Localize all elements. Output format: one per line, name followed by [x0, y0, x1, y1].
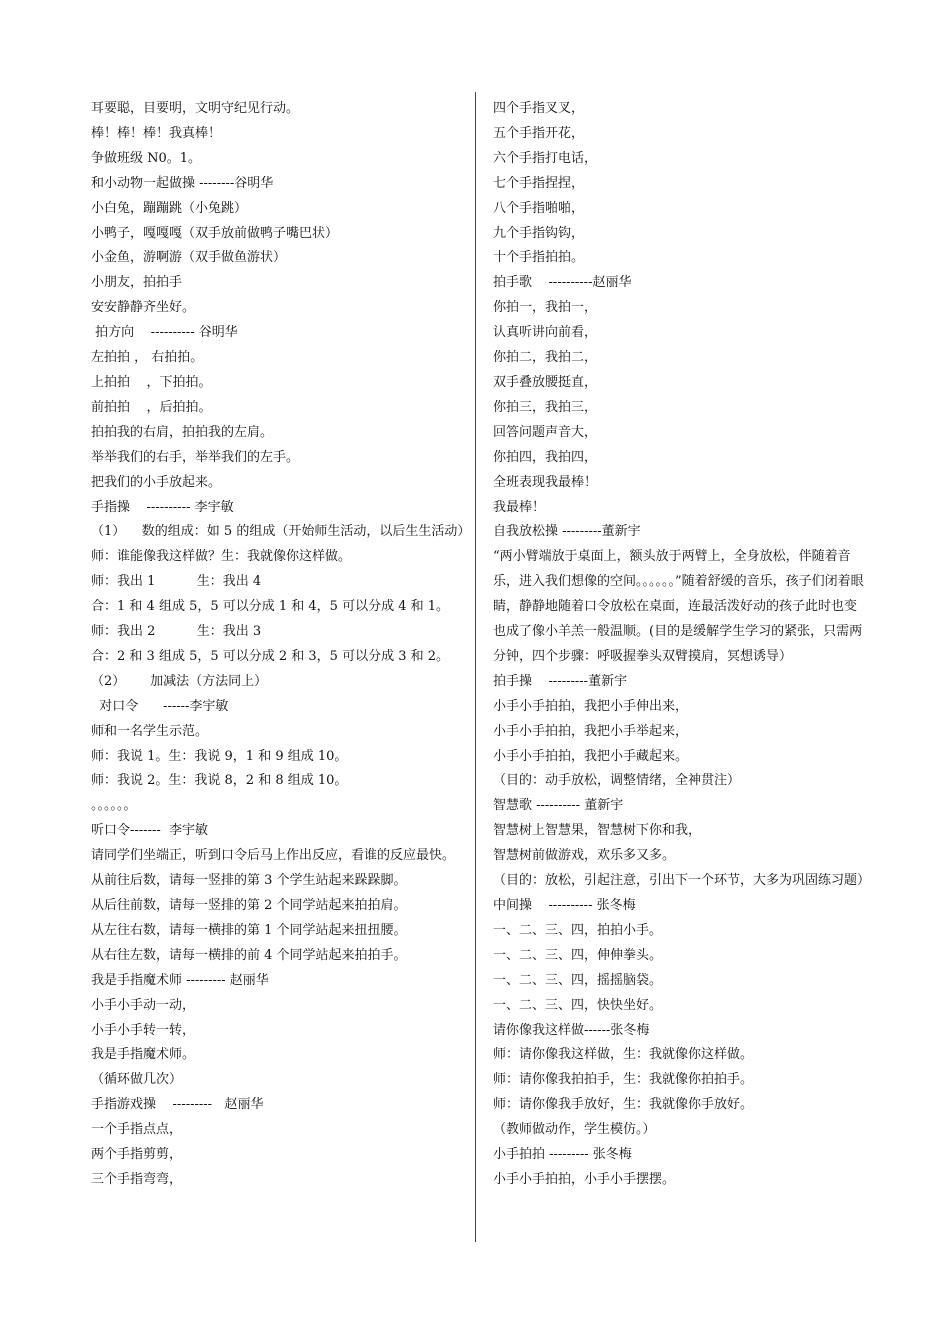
text-line: 小鸭子，嘎嘎嘎（双手放前做鸭子嘴巴状）	[91, 225, 339, 241]
text-line: 小手小手拍拍，小手小手摆摆。	[493, 1171, 676, 1187]
text-line: 从左往右数，请每一横排的第 1 个同学站起来扭扭腰。	[91, 922, 407, 938]
text-line: 小金鱼，游啊游（双手做鱼游状）	[91, 250, 287, 266]
text-line: 耳要聪，目要明，文明守纪见行动。	[91, 101, 300, 116]
text-line: 两个手指剪剪，	[91, 1147, 183, 1163]
text-line: 合：2 和 3 组成 5，5 可以分成 2 和 3，5 可以分成 3 和 2。	[91, 648, 450, 664]
text-line: （目的：动手放松，调整情绪，全神贯注）	[493, 773, 741, 789]
text-line: 小手拍拍 --------- 张冬梅	[493, 1147, 632, 1163]
text-line: 拍手操 ---------董新宇	[493, 673, 628, 689]
text-line: 师：我说 1。生：我说 9，1 和 9 组成 10。	[91, 748, 348, 764]
text-line: 你拍三，我拍三，	[493, 399, 598, 415]
text-line: 十个手指拍拍。	[493, 250, 585, 266]
text-line: 智慧树前做游戏，欢乐多又多。	[493, 848, 676, 864]
text-line: 六个手指打电话，	[493, 150, 598, 166]
text-line: 师：谁能像我这样做？生：我就像你这样做。	[91, 549, 352, 565]
text-line: 小手小手拍拍，我把小手举起来，	[493, 723, 689, 739]
text-line: 一、二、三、四，拍拍小手。	[493, 922, 663, 938]
text-line: “两小臂端放于桌面上，额头放于两臂上，全身放松，伴随着音乐，进入我们想像的空间。。。。。。”随着舒缓的音乐，孩子们闭着眼睛，静静地随着口令放松在桌面，连最活泼好动的孩子此时也变也成了像小羊羔一般温顺。(目的是缓解学生学习的紧张，只需两分钟，四个步骤：呼吸握拳头双臂摸肩，冥想诱导）	[493, 549, 864, 664]
text-line: 自我放松操 ---------董新宇	[493, 524, 641, 540]
text-line: 你拍二，我拍二，	[493, 350, 598, 366]
left-column	[91, 97, 471, 1193]
text-line: 八个手指啪啪，	[493, 200, 585, 216]
text-line: 师：请你像我拍拍手，生：我就像你拍拍手。	[493, 1072, 754, 1088]
text-line: 和小动物一起做操 --------谷明华	[91, 175, 274, 191]
text-line: 听口令------- 李宇敏	[91, 823, 209, 839]
text-line: 手指游戏操 --------- 赵丽华	[91, 1097, 264, 1113]
text-line: 把我们的小手放起来。	[91, 474, 222, 490]
text-line: （教师做动作，学生模仿。）	[493, 1122, 656, 1138]
text-line: 上拍拍 ，下拍拍。	[91, 374, 212, 390]
text-line: 棒！棒！棒！我真棒！	[91, 125, 222, 141]
text-line: 一个手指点点，	[91, 1122, 183, 1138]
text-line: 一、二、三、四，摇摇脑袋。	[493, 972, 663, 988]
text-line: 拍拍我的右肩，拍拍我的左肩。	[91, 424, 274, 440]
text-line: 对口令 ------李宇敏	[91, 698, 229, 714]
text-line: 全班表现我最棒！	[493, 474, 598, 490]
text-line: 从右往左数，请每一横排的前 4 个同学站起来拍拍手。	[91, 947, 407, 963]
text-line: 智慧树上智慧果，智慧树下你和我，	[493, 823, 702, 839]
text-line: 小朋友，拍拍手	[91, 275, 183, 291]
text-line: 从后往前数，请每一竖排的第 2 个同学站起来拍拍肩。	[91, 898, 407, 913]
text-line: 师：请你像我手放好，生：我就像你手放好。	[493, 1097, 754, 1113]
text-line: （2） 加减法（方法同上）	[91, 673, 268, 689]
text-line: 争做班级 N0。1。	[91, 150, 202, 166]
text-line: 师：我说 2。生：我说 8，2 和 8 组成 10。	[91, 773, 348, 789]
text-line: 双手叠放腰挺直，	[493, 374, 598, 390]
right-column	[493, 97, 871, 1193]
text-line: 请你像我这样做------张冬梅	[493, 1022, 650, 1038]
text-line: 你拍一，我拍一，	[493, 300, 598, 316]
text-line: 一、二、三、四，伸伸拳头。	[493, 947, 663, 963]
column-divider	[475, 92, 476, 1242]
text-line: 我是手指魔术师 --------- 赵丽华	[91, 972, 269, 988]
text-line: 师：我出 2 生：我出 3	[91, 624, 262, 640]
text-line: 一、二、三、四，快快坐好。	[493, 997, 663, 1013]
text-line: （1） 数的组成：如 5 的组成（开始师生活动，以后生生活动）	[91, 524, 471, 540]
text-line: 你拍四，我拍四，	[493, 449, 598, 465]
text-line: 三个手指弯弯，	[91, 1171, 183, 1187]
text-line: 手指操 ---------- 李宇敏	[91, 499, 234, 515]
text-line: 师：请你像我这样做，生：我就像你这样做。	[493, 1047, 754, 1063]
text-line: 认真听讲向前看，	[493, 325, 598, 341]
text-line: （循环做几次）	[91, 1072, 183, 1088]
text-line: 小白兔，蹦蹦跳（小兔跳）	[91, 200, 248, 216]
text-line: 合：1 和 4 组成 5，5 可以分成 1 和 4，5 可以分成 4 和 1。	[91, 599, 450, 615]
text-line: 四个手指叉叉，	[493, 101, 585, 116]
text-line: 安安静静齐坐好。	[91, 300, 196, 316]
text-line: 小手小手拍拍，我把小手伸出来，	[493, 698, 689, 714]
text-line: 九个手指钩钩，	[493, 225, 585, 241]
text-line: 拍手歌 ----------赵丽华	[493, 275, 632, 291]
text-line: 回答问题声音大，	[493, 424, 598, 440]
text-line: 举举我们的右手，举举我们的左手。	[91, 449, 300, 465]
text-line: 小手小手拍拍，我把小手藏起来。	[493, 748, 689, 764]
text-line: 小手小手转一转，	[91, 1022, 196, 1038]
text-line: 智慧歌 ---------- 董新宇	[493, 798, 624, 814]
text-line: 小手小手动一动，	[91, 997, 196, 1013]
text-line: 请同学们坐端正，听到口令后马上作出反应，看谁的反应最快。	[91, 848, 456, 864]
text-line: （目的：放松，引起注意，引出下一个环节，大多为巩固练习题）	[493, 873, 871, 889]
text-line: 。。。。。。	[91, 798, 137, 814]
text-line: 五个手指开花，	[493, 125, 585, 141]
text-line: 我是手指魔术师。	[91, 1047, 196, 1063]
text-line: 拍方向 ---------- 谷明华	[91, 325, 238, 341]
text-line: 七个手指捏捏，	[493, 175, 585, 191]
text-line: 左拍拍 ， 右拍拍。	[91, 350, 204, 366]
text-line: 师：我出 1 生：我出 4	[91, 574, 262, 590]
text-line: 从前往后数，请每一竖排的第 3 个学生站起来跺跺脚。	[91, 873, 407, 889]
text-line: 中间操 ---------- 张冬梅	[493, 898, 636, 913]
text-line: 我最棒！	[493, 499, 546, 515]
text-line: 师和一名学生示范。	[91, 723, 209, 739]
text-line: 前拍拍 ，后拍拍。	[91, 399, 212, 415]
